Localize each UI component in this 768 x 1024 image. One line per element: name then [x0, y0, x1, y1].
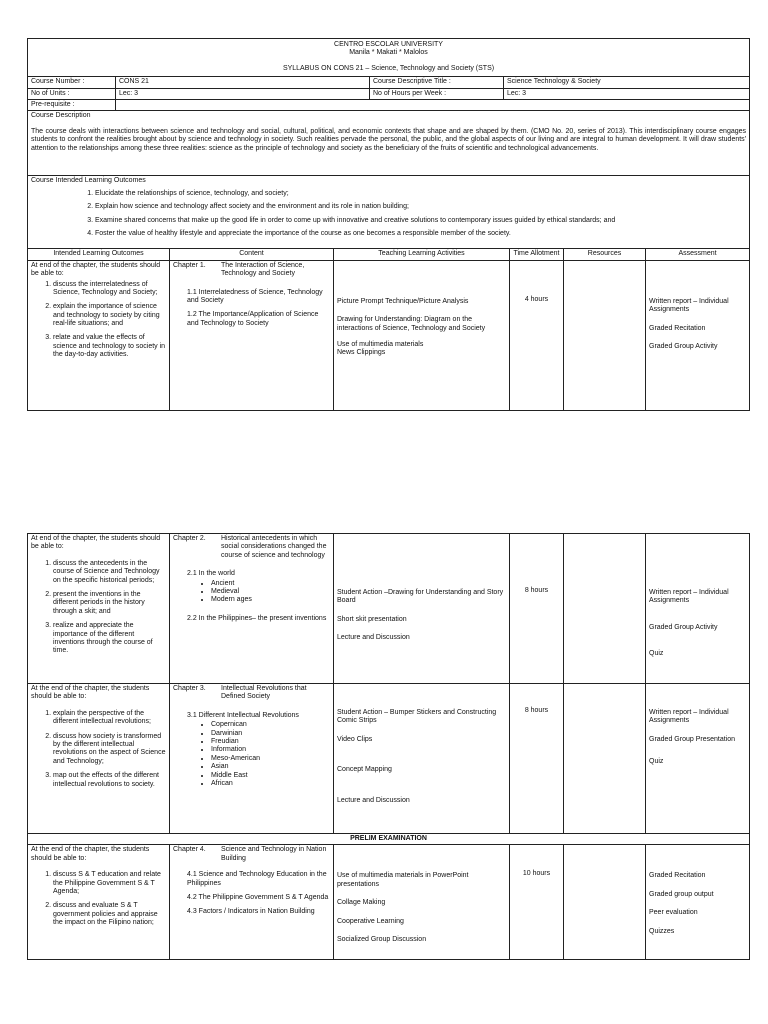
tla-item: Use of multimedia materials: [337, 340, 424, 348]
descriptive-title: Science Technology & Society: [504, 77, 750, 88]
ch4-content: [170, 845, 334, 960]
header-table: [27, 38, 750, 249]
ch2-ilo: [28, 534, 170, 684]
content-sub: 1.1 Interrelatedness of Science, Technology and Society: [187, 288, 323, 304]
ilo-intro: At end of the chapter, the students should be able to:: [31, 261, 161, 278]
col-content: Content: [170, 249, 334, 260]
ch2-content: [170, 534, 334, 684]
tla-item: Collage Making: [337, 899, 386, 907]
content-sub: 4.3 Factors / Indicators in Nation Building: [187, 908, 315, 916]
assessment-item: Written report – Individual Assignments: [649, 297, 729, 314]
ilo-item: 1. explain the perspective of the different intellectual revolutions;: [53, 710, 166, 727]
hours-label: No of Hours per Week :: [370, 88, 504, 99]
ch4-time: [510, 845, 564, 960]
tla-item: Concept Mapping: [337, 766, 392, 774]
tla-item: Drawing for Understanding: Diagram on the interactions of Science, Technology and Society: [337, 316, 486, 332]
content-bullet: • Asian: [211, 763, 330, 771]
tla-item: Socialized Group Discussion: [337, 935, 427, 943]
tla-item: Lecture and Discussion: [337, 634, 410, 642]
content-sub: 3.1 Different Intellectual Revolutions: [187, 711, 299, 719]
syllabus-title: SYLLABUS ON CONS 21 – Science, Technology and Society (STS): [282, 64, 495, 72]
ilo-item: 3. relate and value the effects of science and technology to society in the day-to-day activities.: [53, 334, 166, 359]
assessment-item: Graded Recitation: [649, 872, 706, 880]
descriptive-title-label: Course Descriptive Title :: [370, 77, 504, 88]
ch1-assessment: [646, 260, 750, 410]
content-bullet: • Medieval: [211, 588, 330, 596]
campuses: Manila * Makati * Malolos: [349, 49, 428, 57]
tla-item: Video Clips: [337, 735, 373, 743]
outcomes-label: Course Intended Learning Outcomes: [31, 177, 146, 185]
ch1-resources: [564, 260, 646, 410]
units-label: No of Units :: [28, 88, 116, 99]
prereq-label: Pre-requisite :: [28, 99, 116, 110]
ch2-assessment: [646, 534, 750, 684]
chapter-number: Chapter 3.: [173, 685, 206, 692]
syllabus-page-2: [27, 533, 749, 960]
content-bullet: • Ancient: [211, 580, 330, 588]
assessment-item: Written report – Individual Assignments: [649, 709, 729, 725]
ch3-content: [170, 684, 334, 834]
tla-item: Student Action –Drawing for Understanding and Story Board: [337, 589, 504, 605]
outcomes-list: [31, 190, 746, 239]
ch2-tla: [334, 534, 510, 684]
time-allotment: 10 hours: [522, 870, 551, 878]
ilo-intro: At the end of the chapter, the students should be able to:: [31, 846, 150, 862]
ilo-intro: At end of the chapter, the students should be able to:: [31, 535, 161, 551]
assessment-item: Peer evaluation: [649, 909, 698, 917]
content-bullet: • African: [211, 780, 330, 788]
content-bullet: • Meso-American: [211, 755, 330, 763]
col-tla: Teaching Learning Activities: [334, 249, 510, 260]
hours: Lec: 3: [504, 88, 750, 99]
tla-item: Cooperative Learning: [337, 917, 404, 925]
tla-item: Short skit presentation: [337, 615, 407, 623]
chapter-title: Intellectual Revolutions that Defined Society: [221, 685, 307, 701]
outcome-item: 1. Elucidate the relationships of science, technology, and society;: [95, 190, 746, 198]
chapter-number: Chapter 4.: [173, 846, 206, 854]
assessment-item: Quiz: [649, 650, 664, 658]
ch4-ilo: [28, 845, 170, 960]
content-bullet: • Freudian: [211, 738, 330, 746]
prereq: [116, 99, 750, 110]
assessment-item: Graded Group Activity: [649, 342, 718, 350]
tla-item: Use of multimedia materials in PowerPoint presentations: [337, 872, 469, 888]
ch3-tla: [334, 684, 510, 834]
time-allotment: 4 hours: [524, 295, 549, 303]
content-bullet: • Information: [211, 746, 330, 754]
assessment-item: Graded Group Presentation: [649, 735, 735, 743]
university-name: CENTRO ESCOLAR UNIVERSITY: [334, 41, 443, 48]
col-ilo: Intended Learning Outcomes: [28, 249, 170, 260]
assessment-item: Quiz: [649, 758, 664, 766]
col-assessment: Assessment: [646, 249, 750, 260]
assessment-item: Graded Group Activity: [649, 623, 718, 631]
assessment-item: Written report – Individual Assignments: [649, 589, 729, 605]
ilo-item: 3. realize and appreciate the importance of the different inventions through the course of time.: [53, 622, 166, 656]
content-bullet: • Darwinian: [211, 730, 330, 738]
ch1-tla: [334, 260, 510, 410]
ilo-item: 2. explain the importance of science and technology to society by citing real-life situations; and: [53, 303, 166, 328]
assessment-item: Quizzes: [649, 927, 675, 935]
ch4-resources: [564, 845, 646, 960]
syllabus-page-1: [27, 38, 749, 411]
ch3-ilo: [28, 684, 170, 834]
content-sub: 2.2 In the Philippines– the present inventions: [187, 614, 327, 622]
content-sub: 4.2 The Philippine Government S & T Agenda: [187, 893, 329, 901]
outcome-item: 4. Foster the value of healthy lifestyle and appreciate the importance of the course as one becomes a responsible member of the society.: [95, 230, 746, 238]
tla-item: News Clippings: [337, 349, 386, 357]
assessment-item: Graded Recitation: [649, 324, 706, 332]
chapter-title: Science and Technology in Nation Building: [221, 846, 327, 862]
ilo-item: 2. present the inventions in the different periods in the history through a skit; and: [53, 591, 166, 616]
col-time: Time Allotment: [510, 249, 564, 260]
chapter-number: Chapter 1.: [173, 261, 206, 269]
content-bullet: • Modern ages: [211, 596, 330, 604]
ch2-resources: [564, 534, 646, 684]
tla-item: Picture Prompt Technique/Picture Analysis: [337, 297, 469, 305]
content-sub: 4.1 Science and Technology Education in the Philippines: [187, 871, 327, 887]
col-resources: Resources: [564, 249, 646, 260]
ch3-assessment: [646, 684, 750, 834]
units: Lec: 3: [116, 88, 370, 99]
chapter-number: Chapter 2.: [173, 535, 206, 542]
description-label: Course Description: [31, 112, 91, 120]
ch1-time: [510, 260, 564, 410]
content-sub: 2.1 In the world: [187, 570, 235, 578]
chapter-title: Historical antecedents in which social considerations changed the course of science and technology: [221, 535, 327, 559]
ch4-assessment: [646, 845, 750, 960]
tla-item: Lecture and Discussion: [337, 796, 410, 804]
ilo-item: 1. discuss the interrelatedness of Science, Technology and Society;: [53, 281, 166, 298]
ilo-item: 3. map out the effects of the different intellectual revolutions to society.: [53, 772, 166, 789]
ch4-tla: [334, 845, 510, 960]
content-bullet: • Middle East: [211, 772, 330, 780]
course-outcomes: [28, 176, 750, 249]
title-block: [28, 39, 750, 77]
ch1-ilo: [28, 260, 170, 410]
outcome-item: 3. Examine shared concerns that make up the good life in order to come up with innovative and creative solutions to contemporary issues guided by ethical standards; and: [95, 217, 746, 225]
ch3-time: [510, 684, 564, 834]
content-sub: 1.2 The Importance/Application of Science and Technology to Society: [187, 311, 319, 327]
ilo-item: 1. discuss the antecedents in the course of Science and Technology on the specific historical periods;: [53, 560, 166, 585]
ch3-resources: [564, 684, 646, 834]
ilo-item: 2. discuss how society is transformed by the different intellectual revolutions on the aspect of Science and Technology;: [53, 733, 166, 767]
course-number: CONS 21: [116, 77, 370, 88]
time-allotment: 8 hours: [524, 587, 549, 594]
course-number-label: Course Number :: [28, 77, 116, 88]
content-bullet: • Copernican: [211, 721, 330, 729]
chapter-title: The Interaction of Science, Technology and Society: [221, 261, 305, 278]
chapters-table: [27, 533, 750, 960]
description-text: The course deals with interactions between science and technology and social, cultural, political, and economic contexts that shape and are shaped by them. (CMO No. 20, series of 2013). This interdisciplinary course engages students to confront the realities brought about by science and technology in society. Such realities pervade the personal, the public, and the global aspects of our living and are integral to human development. It will draw students' attention to the relationships among these three realities: science as the principle of technology and society as the beneficiary of the fruits of scientific and technological advancements.: [31, 127, 747, 152]
assessment-item: Graded group output: [649, 890, 714, 898]
chapter1-table: [27, 248, 750, 410]
ch1-content: [170, 260, 334, 410]
prelim-exam-row: PRELIM EXAMINATION: [28, 834, 750, 845]
outcome-item: 2. Explain how science and technology affect society and the environment and its role in nation building;: [95, 203, 746, 211]
ch2-time: [510, 534, 564, 684]
course-description: [28, 111, 750, 176]
ilo-item: 1. discuss S & T education and relate the Philippine Government S & T Agenda;: [53, 871, 166, 896]
time-allotment: 8 hours: [524, 707, 549, 714]
ilo-intro: At the end of the chapter, the students should be able to:: [31, 685, 150, 701]
ilo-item: 2. discuss and evaluate S & T government policies and appraise the impact on the Filipino nation;: [53, 902, 166, 927]
tla-item: Student Action – Bumper Stickers and Constructing Comic Strips: [337, 709, 497, 725]
